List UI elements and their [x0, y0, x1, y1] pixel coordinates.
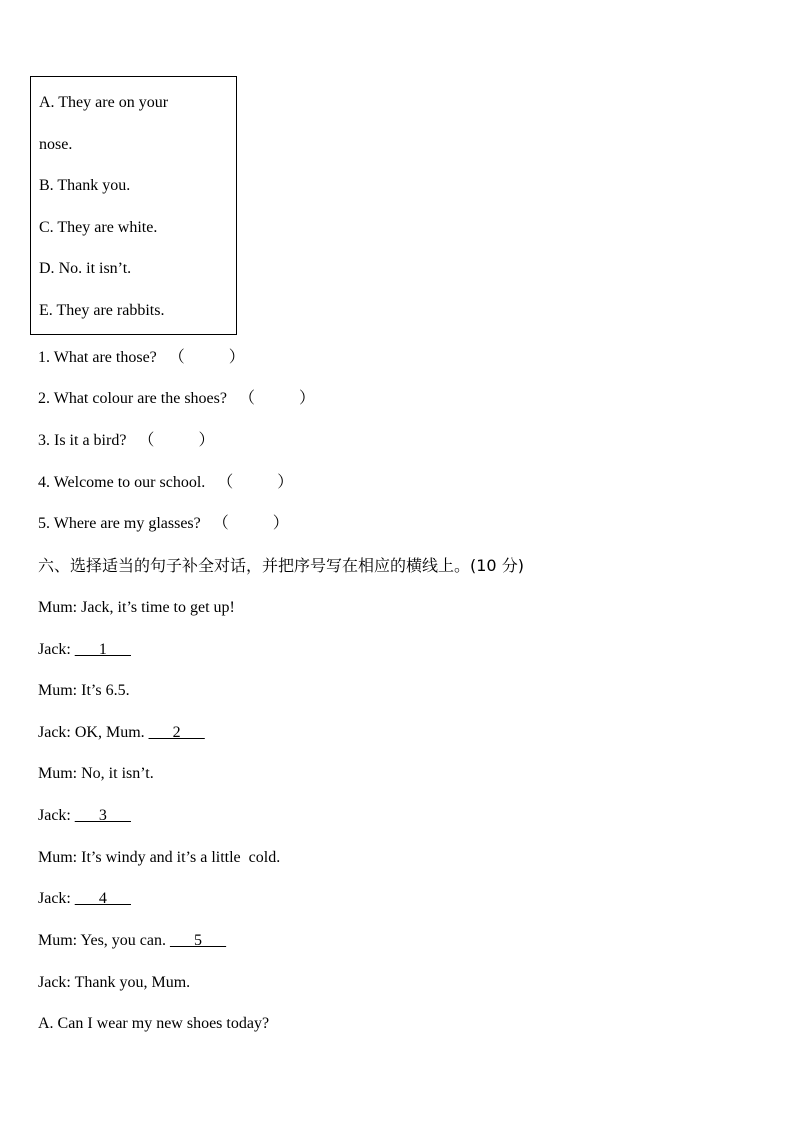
answer-blank: ___2___ [148, 724, 205, 741]
option-a-continued [39, 135, 72, 155]
dialogue-text: Jack: [38, 641, 71, 658]
option-c [39, 218, 157, 238]
question-text: 1. What are those? [38, 349, 157, 366]
section-6-heading: 六、选择适当的句子补全对话，并把序号写在相应的横线上。(10 分) [38, 556, 524, 575]
dialogue-line-4 [38, 723, 205, 743]
option-letter: A. [39, 94, 55, 111]
dialogue-text: Mum: It’s 6.5. [38, 682, 130, 699]
option-letter: C. [39, 219, 54, 236]
question-text: 3. Is it a bird? [38, 432, 127, 449]
answer-paren-close: ） [228, 349, 245, 366]
dialogue-line-3 [38, 681, 130, 701]
option-text: No. it isn’t. [58, 260, 132, 277]
option-text: They are on your [58, 94, 169, 111]
dialogue-text: Mum: It’s windy and it’s a little cold. [38, 849, 281, 866]
option-b [39, 176, 130, 196]
dialogue-line-9 [38, 931, 226, 951]
question-2 [38, 389, 315, 409]
answer-blank: ___5___ [170, 932, 227, 949]
answer-option-a [38, 1014, 269, 1034]
dialogue-text: Jack: [38, 807, 71, 824]
option-text: They are rabbits. [56, 302, 165, 319]
answer-option-text: A. Can I wear my new shoes today? [38, 1015, 270, 1032]
dialogue-line-8 [38, 889, 131, 909]
answer-blank: ___3___ [74, 807, 131, 824]
option-text: nose. [39, 136, 73, 153]
question-4 [38, 473, 293, 493]
answer-paren-close: ） [277, 474, 294, 491]
question-text: 2. What colour are the shoes? [38, 390, 227, 407]
option-text: Thank you. [57, 177, 131, 194]
question-5 [38, 514, 289, 534]
answer-paren-open: （ [138, 432, 155, 449]
answer-paren-close: ） [198, 432, 215, 449]
answer-paren-open: （ [217, 474, 234, 491]
option-letter: B. [39, 177, 54, 194]
option-d [39, 259, 131, 279]
question-1 [38, 348, 245, 368]
dialogue-line-5 [38, 764, 154, 784]
dialogue-text: Mum: Yes, you can. [38, 932, 167, 949]
question-text: 5. Where are my glasses? [38, 515, 201, 532]
option-letter: D. [39, 260, 55, 277]
answer-paren-open: （ [168, 349, 185, 366]
answer-blank: ___1___ [74, 641, 131, 658]
dialogue-text: Jack: [38, 890, 71, 907]
answer-paren-open: （ [212, 515, 229, 532]
dialogue-line-7 [38, 848, 280, 868]
options-box [30, 76, 237, 335]
dialogue-text: Jack: Thank you, Mum. [38, 974, 191, 991]
option-text: They are white. [57, 219, 158, 236]
dialogue-line-1 [38, 598, 235, 618]
answer-paren-open: （ [238, 390, 255, 407]
answer-blank: ___4___ [74, 890, 131, 907]
dialogue-line-2 [38, 640, 131, 660]
option-letter: E. [39, 302, 53, 319]
option-e [39, 301, 164, 321]
dialogue-text: Mum: Jack, it’s time to get up! [38, 599, 235, 616]
dialogue-text: Jack: OK, Mum. [38, 724, 145, 741]
dialogue-line-6 [38, 806, 131, 826]
question-3 [38, 431, 214, 451]
answer-paren-close: ） [298, 390, 315, 407]
question-text: 4. Welcome to our school. [38, 474, 206, 491]
dialogue-line-10 [38, 973, 190, 993]
dialogue-text: Mum: No, it isn’t. [38, 765, 154, 782]
answer-paren-close: ） [272, 515, 289, 532]
option-a [39, 93, 168, 113]
